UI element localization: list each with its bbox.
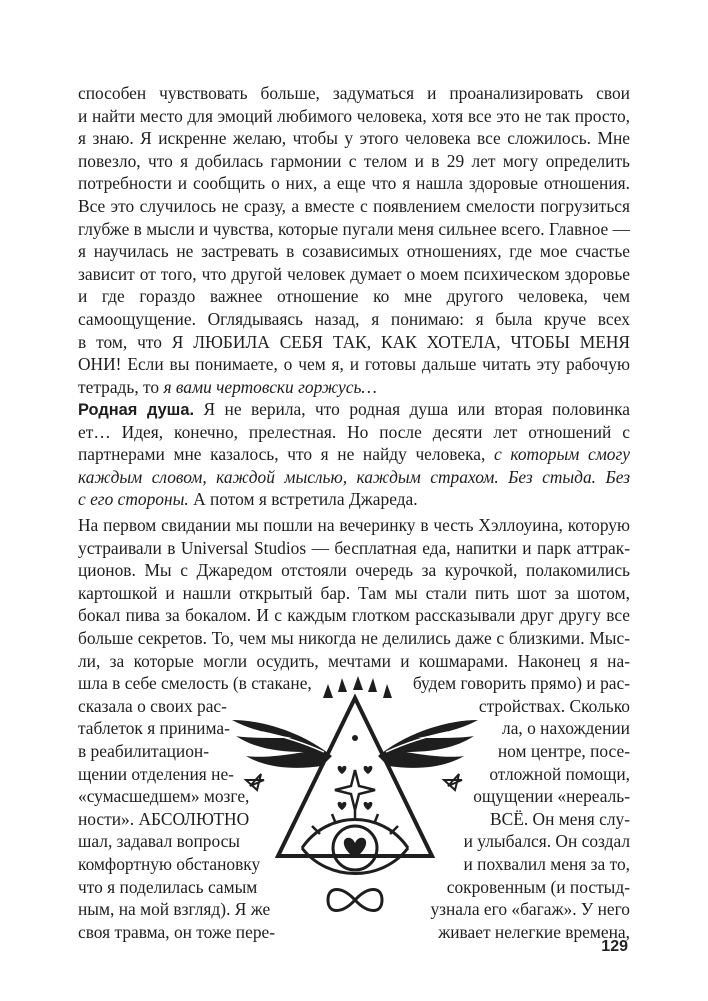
small-heart-icon	[364, 766, 373, 774]
text-line: я знаю. Я искренне желаю, чтобы у этого человека все сложилось. Мне	[78, 128, 630, 149]
text-line: ционов. Мы с Джаредом отстояли очередь за курочкой, полакомились	[78, 560, 630, 581]
italic-phrase: я вами чертовски горжусь…	[163, 376, 377, 397]
all-seeing-eye-illustration	[232, 676, 478, 916]
wrapped-line: ности». АБСОЛЮТНО ВСЁ. Он меня слу-	[78, 808, 630, 829]
wrapped-line: шла в себе смелость (в стакане, будем говорить прямо) и рас-	[78, 673, 630, 694]
wrapped-line: комфортную обстановку и похвалил меня за то,	[78, 853, 630, 874]
text-line: ет… Идея, конечно, прелестная. Но после десяти лет отношений с	[78, 421, 630, 442]
ray-mark	[383, 684, 392, 698]
right-wing	[378, 720, 478, 768]
text-line: потребности и сообщить о них, а еще что я нашла здоровые отношения.	[78, 173, 630, 194]
text-line: в том, что Я ЛЮБИЛА СЕБЯ ТАК, КАК ХОТЕЛА, ЧТОБЫ МЕНЯ	[78, 331, 630, 352]
wrapped-line: щении отделения не- отложной помощи,	[78, 763, 630, 784]
text-line: Родная душа. Я не верила, что родная душа или вторая половинка	[78, 399, 630, 419]
pyramid-triangle	[278, 698, 432, 856]
left-wing	[232, 720, 332, 768]
small-heart-icon	[338, 802, 347, 810]
wrapped-line: таблеток я принима- ла, о нахождении	[78, 718, 630, 739]
wrapped-line: сказала о своих рас- стройствах. Сколько	[78, 695, 630, 716]
paragraph-2	[78, 398, 630, 511]
text-line-last: тетрадь, то я вами чертовски горжусь…	[78, 376, 377, 397]
text-line: Все это случилось не сразу, а вместе с появлением смелости погрузиться	[78, 195, 630, 216]
text-line: и найти место для эмоций любимого человека, хотя все это не так просто,	[78, 105, 630, 126]
text-line: я научилась не застревать в созависимых отношениях, где мое счастье	[78, 241, 630, 262]
text-line: и где гораздо важнее отношение ко мне другого человека, чем	[78, 286, 630, 307]
ray-mark	[323, 684, 333, 698]
wrapped-line: что я поделилась самым сокровенным (и постыд-	[78, 876, 630, 897]
text-line: с его стороны. А потом я встретила Джареда.	[78, 489, 418, 510]
text-line: ли, за которые могли осудить, мечтами и кошмарами. Наконец я на-	[78, 650, 630, 671]
ray-mark	[368, 678, 377, 692]
text-line: больше секретов. То, чем мы никогда не делились даже с близкими. Мыс-	[78, 627, 630, 648]
text-line: глубже в мысли и чувства, которые пугали меня сильнее всего. Главное —	[78, 218, 630, 239]
dot-mark	[352, 735, 358, 741]
text-line: партнерами мне казалось, что я не найду человека, с которым смогу	[78, 444, 630, 465]
ray-mark	[353, 676, 363, 690]
text-line: каждым словом, каждой мыслью, каждым страхом. Без стыда. Без	[78, 466, 630, 487]
right-star-icon	[444, 774, 462, 790]
eyelashes	[312, 810, 398, 834]
left-star-icon	[246, 774, 264, 790]
wrapped-line: ным, на мой взгляд). Я же узнала его «багаж». У него	[78, 899, 630, 920]
text-line: бокал пива за бокалом. И с каждым глотком рассказывали друг другу все	[78, 605, 630, 626]
wrapped-line: своя травма, он тоже пере- живает нелегкие времена,	[78, 921, 630, 942]
text-line: ОНИ! Если вы понимаете, о чем я, и готовы дальше читать эту рабочую	[78, 354, 630, 375]
section-lead: Родная душа.	[78, 401, 195, 419]
text-line: зависит от того, что другой человек думает о моем психическом здоровье	[78, 263, 630, 284]
text-line: На первом свидании мы пошли на вечеринку в честь Хэллоуина, которую	[78, 515, 630, 535]
text-line: устраивали в Universal Studios — бесплатная еда, напитки и парк аттрак-	[78, 537, 630, 558]
text-line: повезло, что я добилась гармонии с телом и в 29 лет могу определить	[78, 150, 630, 171]
wrapped-line: в реабилитацион- ном центре, посе-	[78, 740, 630, 761]
small-heart-icon	[338, 766, 347, 774]
wrapped-line: шал, задавал вопросы и улыбался. Он создал	[78, 831, 630, 852]
paragraph-1	[78, 82, 630, 398]
text-line: способен чувствовать больше, задуматься и проанализировать свои	[78, 83, 630, 103]
infinity-symbol	[328, 890, 382, 911]
text-line: картошкой и нашли открытый бар. Там мы стали пить шот за шотом,	[78, 582, 630, 603]
text-line: самоощущение. Оглядываясь назад, я понимаю: я была круче всех	[78, 308, 630, 329]
ray-mark	[338, 678, 347, 692]
small-heart-icon	[364, 802, 373, 810]
wrapped-line: «сумасшедшем» мозге, ощущении «нереаль-	[78, 786, 630, 807]
page-number: 129	[601, 938, 628, 955]
